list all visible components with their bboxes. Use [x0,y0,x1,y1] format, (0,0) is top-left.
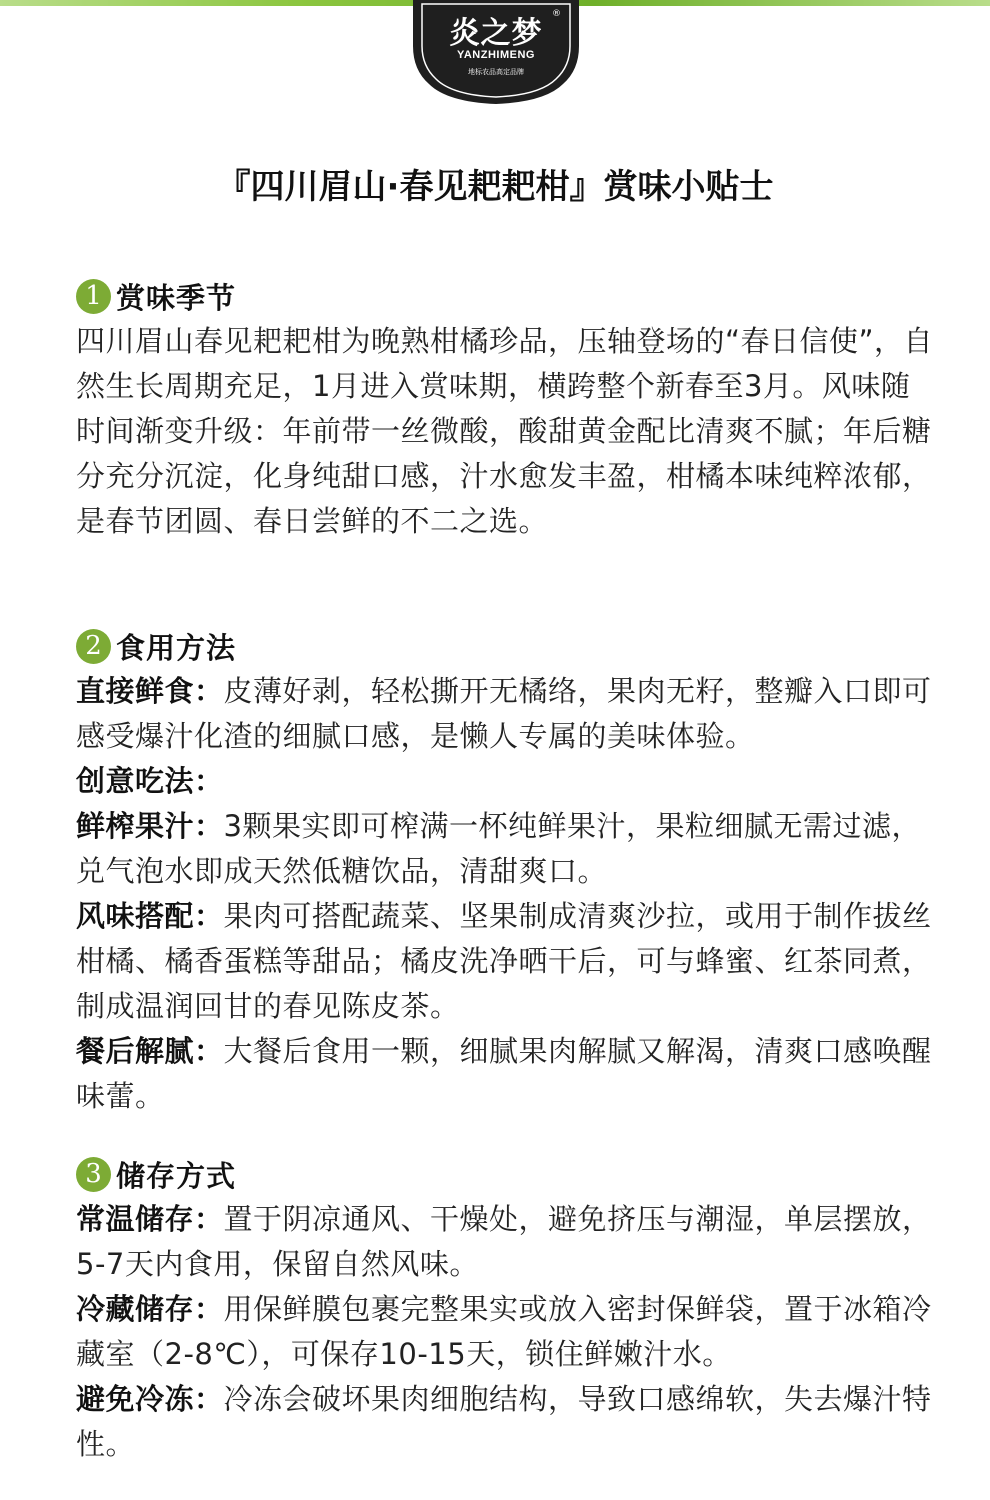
paragraph-creative [76,759,936,804]
paragraph-text: 皮薄好剥，轻松撕开无橘络，果肉无籽，整瓣入口即可感受爆汁化渣的细腻口感，是懒人专属的美味体验。 [76,674,932,753]
section-tasting-season [76,274,936,544]
logo-brand-cn: 炎之梦 [449,16,543,51]
section-storage [76,1152,936,1467]
section-number-badge: 1 [76,279,111,314]
paragraph-label: 鲜榨果汁： [76,809,224,843]
section-title: 食用方法 [116,631,237,665]
paragraph-label: 避免冷冻： [76,1382,224,1416]
paragraph-text: 果肉可搭配蔬菜、坚果制成清爽沙拉，或用于制作拔丝柑橘、橘香蛋糕等甜品；橘皮洗净晒干后，可与蜂蜜、红茶同煮，制成温润回甘的春见陈皮茶。 [76,899,932,1023]
page-title: 『四川眉山·春见耙耙柑』赏味小贴士 [216,167,774,207]
section-number-badge: 2 [76,629,111,664]
logo-registered-mark: ® [552,9,561,19]
paragraph [76,319,936,544]
paragraph-text: 3颗果实即可榨满一杯纯鲜果汁，果粒细腻无需过滤，兑气泡水即成天然低糖饮品，清甜爽口。 [76,809,921,888]
section-header [76,624,936,669]
paragraph-no-freeze [76,1377,936,1467]
paragraph-label: 风味搭配： [76,899,224,933]
paragraph-after-meal [76,1029,936,1119]
paragraph-text: 大餐后食用一颗，细腻果肉解腻又解渴，清爽口感唤醒味蕾。 [76,1034,932,1113]
paragraph-label: 直接鲜食： [76,674,224,708]
paragraph-label: 常温储存： [76,1202,224,1236]
paragraph-text: 四川眉山春见耙耙柑为晚熟柑橘珍品，压轴登场的“春日信使”，自然生长周期充足，1月进入赏味期，横跨整个新春至3月。风味随时间渐变升级：年前带一丝微酸，酸甜黄金配比清爽不腻；年后糖分充分沉淀，化身纯甜口感，汁水愈发丰盈，柑橘本味纯粹浓郁，是春节团圆、春日尝鲜的不二之选。 [76,324,934,538]
section-header [76,1152,936,1197]
paragraph-text: 置于阴凉通风、干燥处，避免挤压与潮湿，单层摆放，5-7天内食用，保留自然风味。 [76,1202,932,1281]
section-title: 赏味季节 [116,281,237,315]
paragraph-label: 冷藏储存： [76,1292,224,1326]
paragraph-label: 餐后解腻： [76,1034,224,1068]
paragraph-text: 用保鲜膜包裹完整果实或放入密封保鲜袋，置于冰箱冷藏室（2-8℃），可保存10-15天，锁住鲜嫩汁水。 [76,1292,932,1371]
paragraph-pairing [76,894,936,1029]
section-header [76,274,936,319]
paragraph-room-temp [76,1197,936,1287]
paragraph-text: 冷冻会破坏果肉细胞结构，导致口感绵软，失去爆汁特性。 [76,1382,932,1461]
paragraph-refrigerate [76,1287,936,1377]
paragraph-label: 创意吃法： [76,764,224,798]
section-eating-methods [76,624,936,1119]
section-title: 储存方式 [116,1159,237,1193]
brand-logo [413,0,579,105]
paragraph-juice [76,804,936,894]
paragraph-direct-eating [76,669,936,759]
logo-tagline: 地标农品高定品牌 [468,68,524,76]
section-number-badge: 3 [76,1157,111,1192]
logo-brand-en: YANZHIMENG [457,49,535,61]
